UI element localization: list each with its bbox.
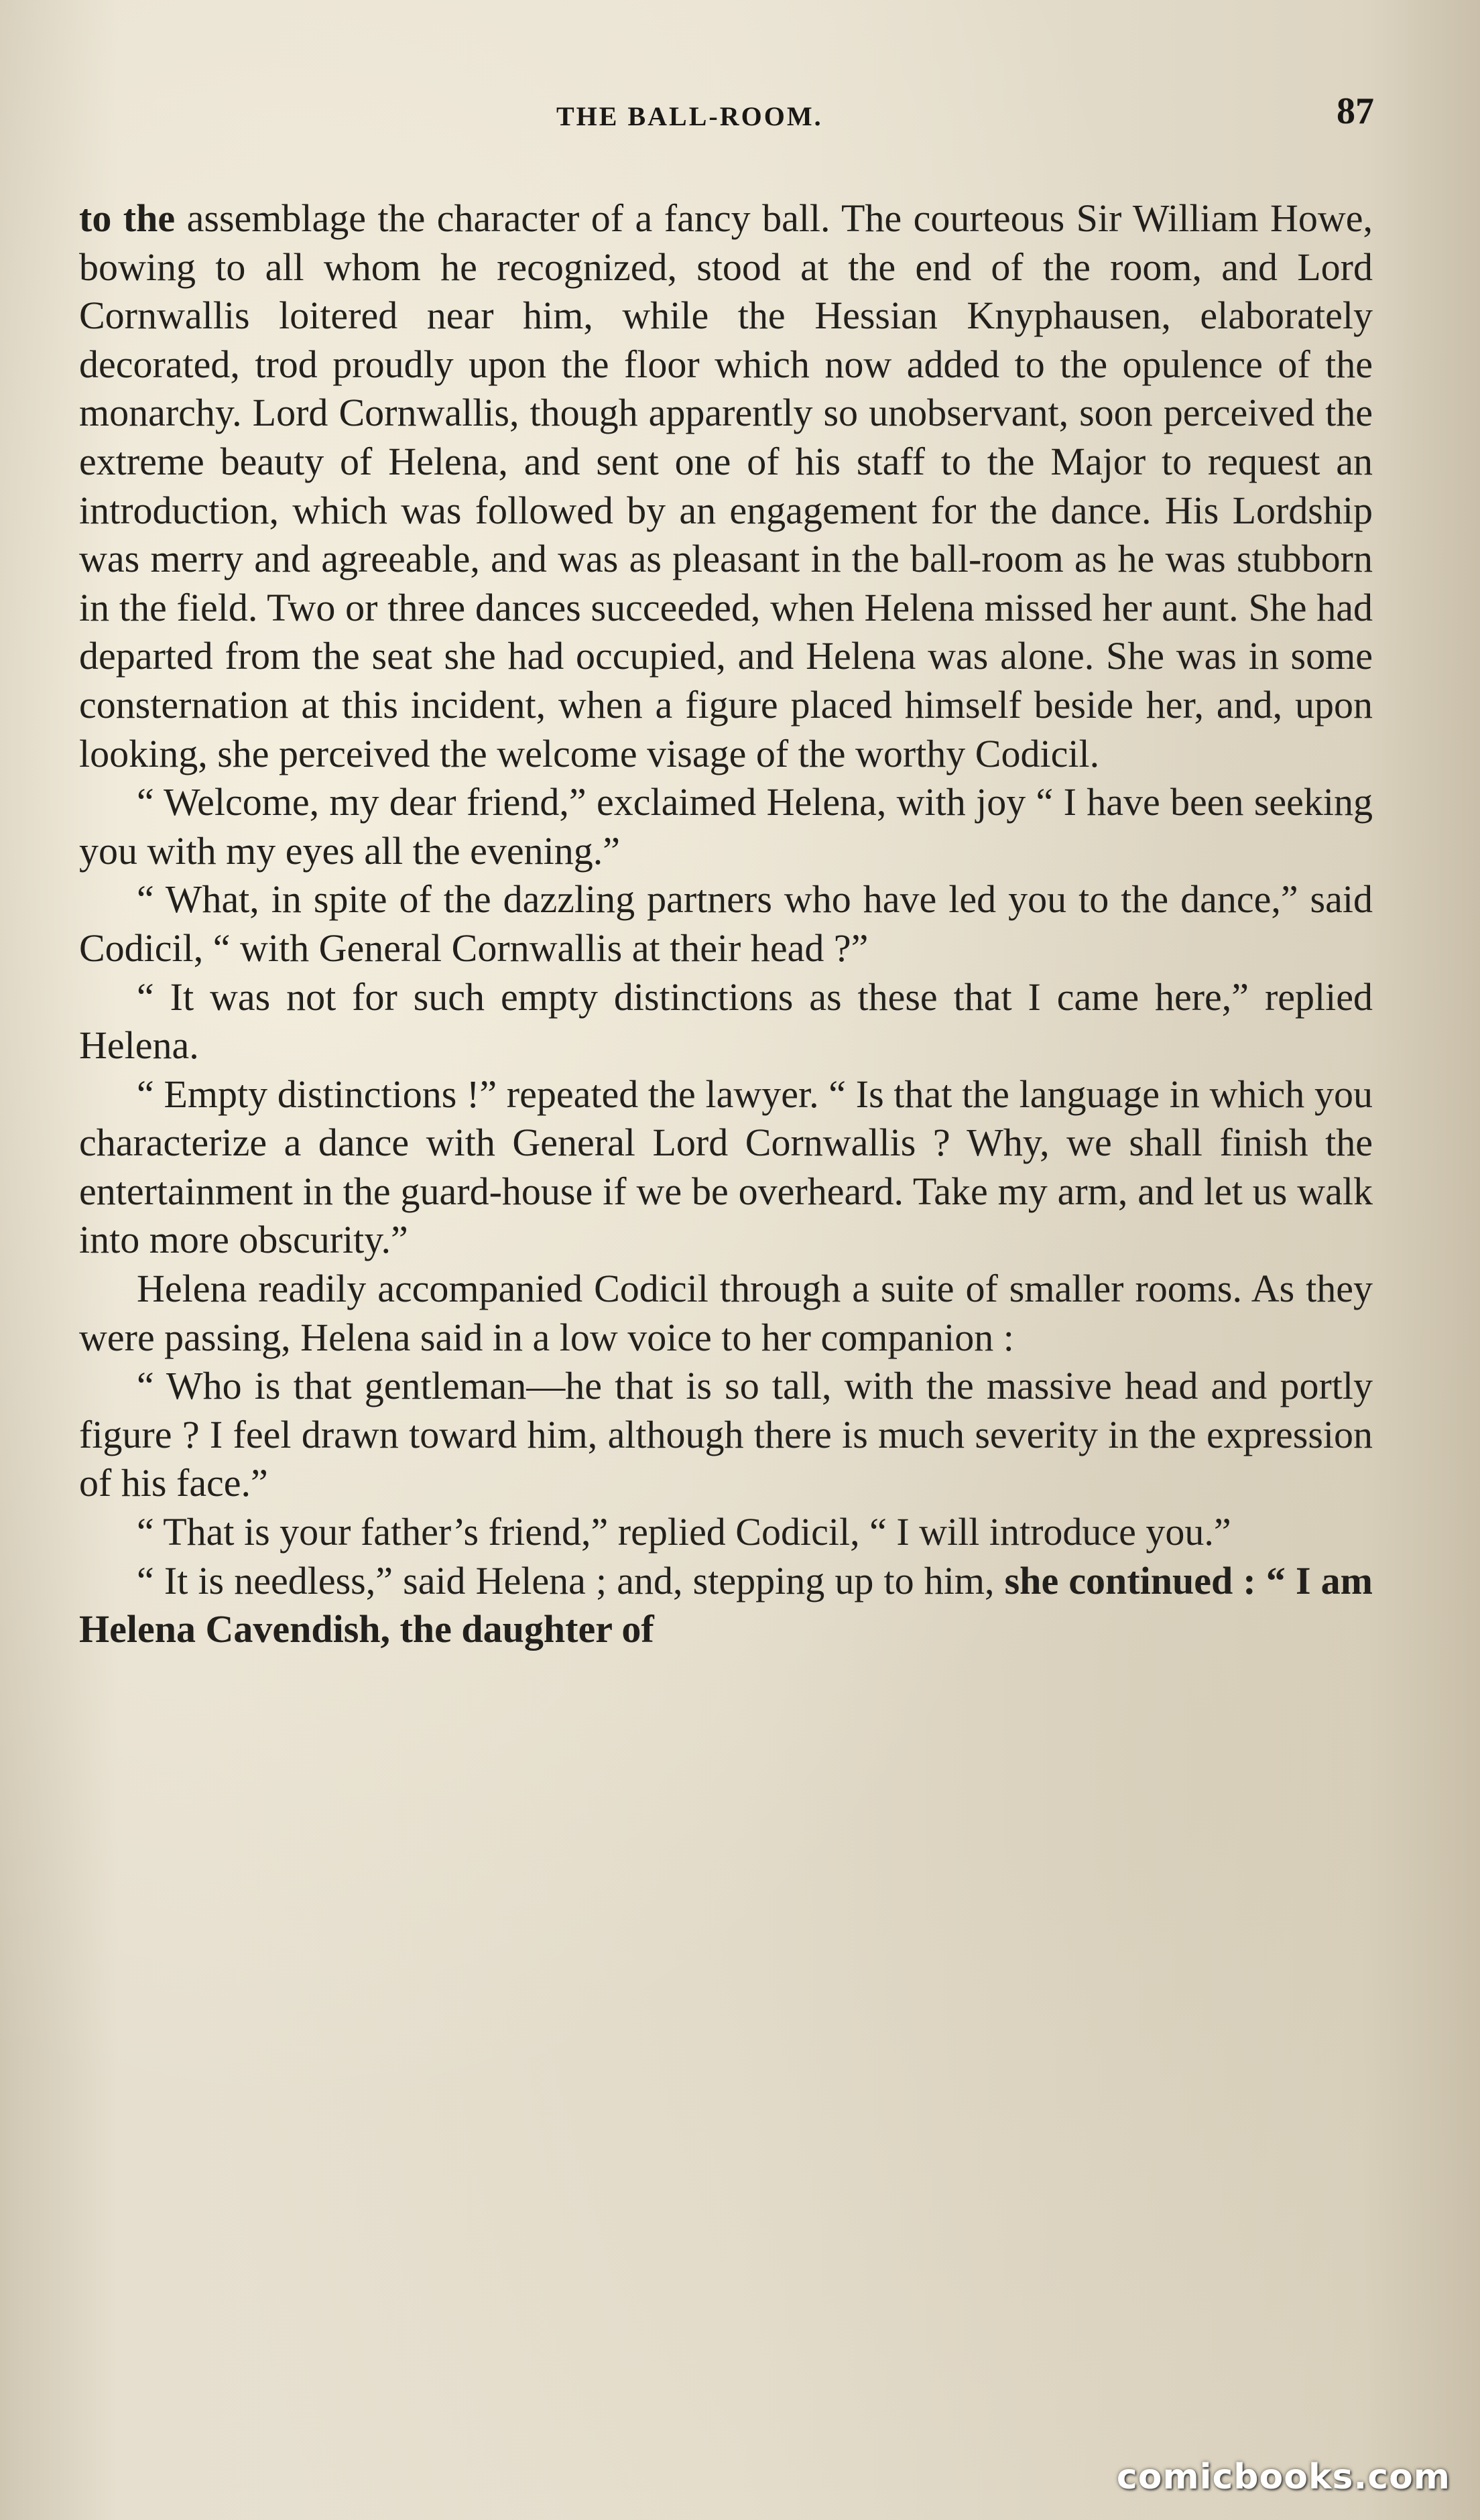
paragraph-5: “ Empty distinctions !” repeated the lawyer. “ Is that the language in which you characterize a dance with General Lord Cornwallis ? Why, we shall finish the entertainment in the guard-house if we be overheard. Take my arm, and let us walk into more obscurity.” [79, 1072, 1373, 1262]
paragraph-6: Helena readily accompanied Codicil through a suite of smaller rooms. As they were passing, Helena said in a low voice to her companion : [79, 1267, 1373, 1359]
paragraph-7: “ Who is that gentleman—he that is so tall, with the massive head and portly figure ? I feel drawn toward him, although there is much severity in the expression of his face.” [79, 1364, 1373, 1505]
paragraph-1 [79, 194, 1373, 778]
running-title: THE BALL-ROOM. [556, 101, 823, 131]
page-header [80, 86, 1374, 146]
body-text [79, 194, 1373, 1654]
page-number: 87 [1337, 90, 1374, 132]
paragraph-9-bold-text: she continued : “ I am Helena Cavendish, the daughter of [79, 1558, 1373, 1651]
watermark: comicbooks.com [1116, 2457, 1451, 2497]
paragraph-4: “ It was not for such empty distinctions as these that I came here,” replied Helena. [79, 974, 1373, 1068]
paragraph-1-lead: to the [79, 196, 176, 240]
paragraph-2: “ Welcome, my dear friend,” exclaimed Helena, with joy “ I have been seeking you with my eyes all the evening.” [79, 780, 1373, 873]
paragraph-3: “ What, in spite of the dazzling partners who have led you to the dance,” said Codicil, “ with General Cornwallis at their head ?” [79, 877, 1373, 970]
paragraph-1-text: assemblage the character of a fancy ball. The courteous Sir William Howe, bowing to all whom he recognized, stood at the end of the room, and Lord Cornwallis loitered near him, while the Hessian Knyphausen, elaborately decorated, trod proudly upon the floor which now added to the opulence of the monarchy. Lord Cornwallis, though apparently so unobservant, soon perceived the extreme beauty of Helena, and sent one of his staff to the Major to request an introduction, which was followed by an engagement for the dance. His Lordship was merry and agreeable, and was as pleasant in the ball-room as he was stubborn in the field. Two or three dances succeeded, when Helena missed her aunt. She had departed from the seat she had occupied, and Helena was alone. She was in some consternation at this incident, when a figure placed himself beside her, and, upon looking, she perceived the welcome visage of the worthy Codicil. [79, 196, 1373, 775]
paragraph-8: “ That is your father’s friend,” replied Codicil, “ I will introduce you.” [137, 1510, 1231, 1554]
paragraph-9 [79, 1557, 1373, 1654]
paragraph-9-text: “ It is needless,” said Helena ; and, stepping up to him, [137, 1558, 995, 1602]
